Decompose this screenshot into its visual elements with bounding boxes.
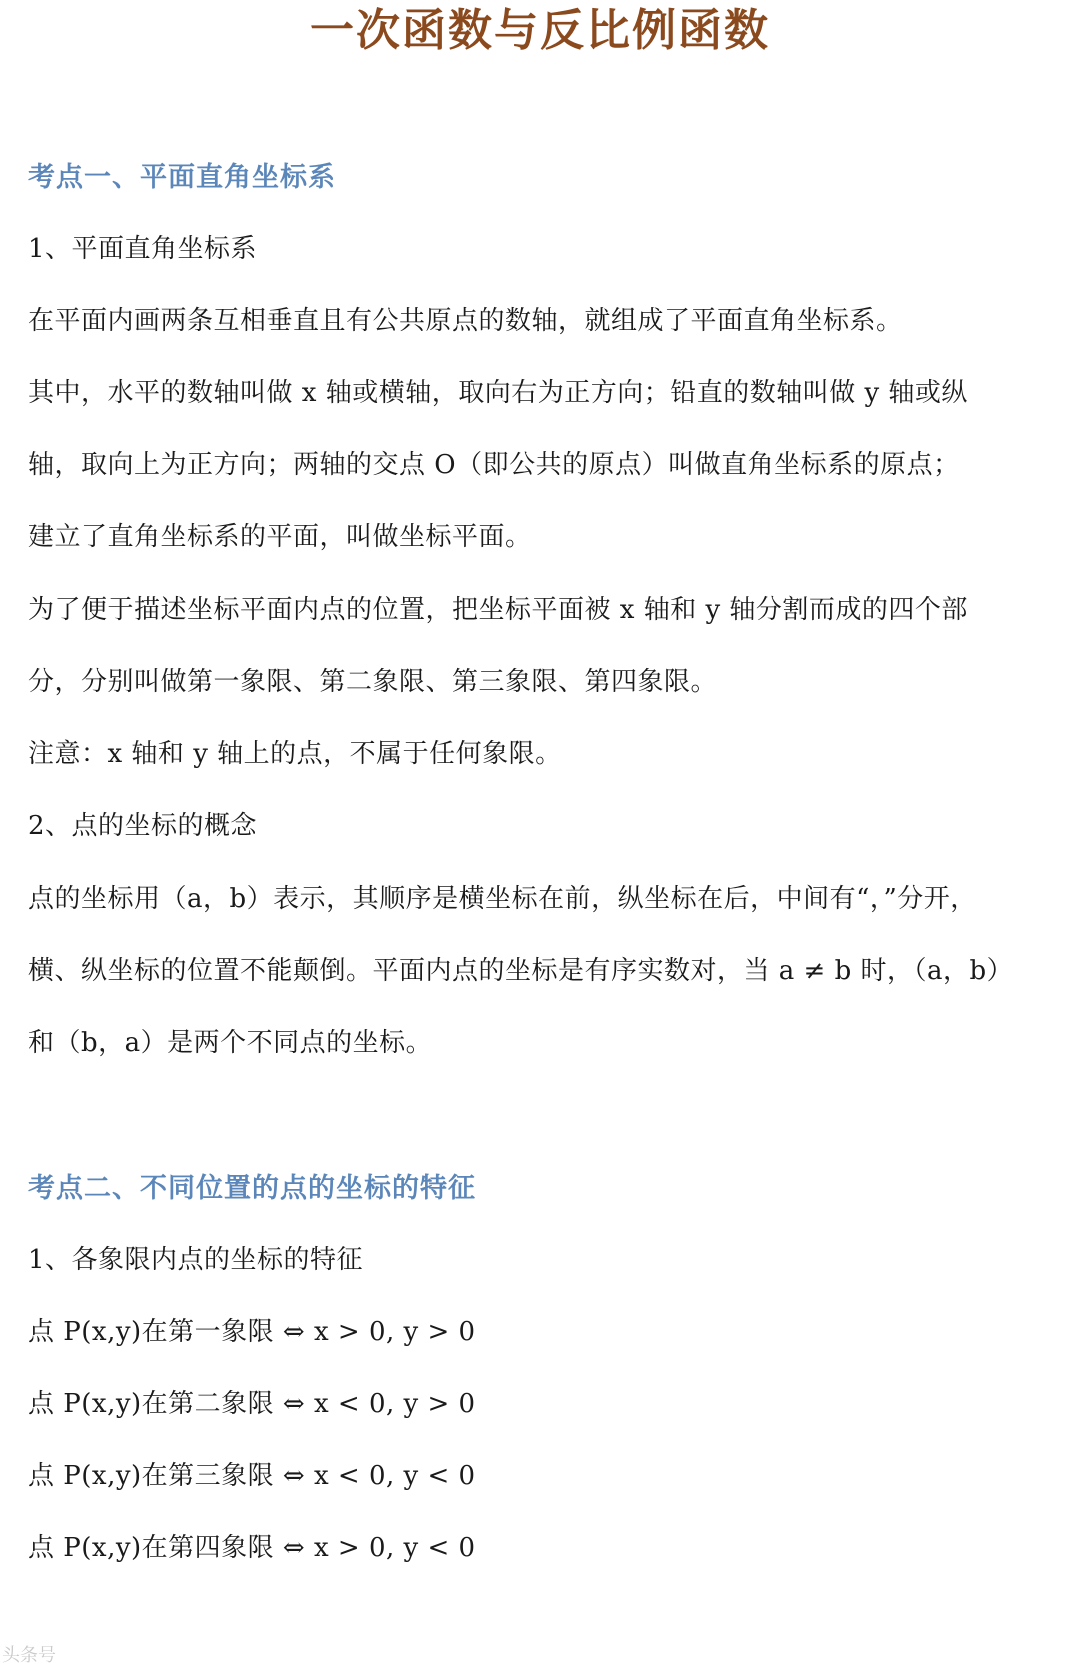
paragraph-line: 其中，水平的数轴叫做 x 轴或横轴，取向右为正方向；铅直的数轴叫做 y 轴或纵 <box>28 378 968 408</box>
section-heading-2: 考点二、不同位置的点的坐标的特征 <box>28 1173 476 1204</box>
paragraph-line: 横、纵坐标的位置不能颠倒。平面内点的坐标是有序实数对，当 a ≠ b 时，（a，b） <box>28 956 1014 986</box>
quadrant-rule-2: 点 P(x,y)在第二象限 ⇔ x < 0, y > 0 <box>28 1389 476 1419</box>
section-heading-1: 考点一、平面直角坐标系 <box>28 162 336 193</box>
paragraph-line: 和（b，a）是两个不同点的坐标。 <box>28 1028 433 1058</box>
watermark: 头条号 <box>2 1645 56 1666</box>
quadrant-rule-4: 点 P(x,y)在第四象限 ⇔ x > 0, y < 0 <box>28 1533 476 1563</box>
note-line: 注意：x 轴和 y 轴上的点，不属于任何象限。 <box>28 739 562 769</box>
paragraph-line: 在平面内画两条互相垂直且有公共原点的数轴，就组成了平面直角坐标系。 <box>28 306 903 336</box>
paragraph-line: 点的坐标用（a，b）表示，其顺序是横坐标在前，纵坐标在后，中间有“，”分开， <box>28 884 977 914</box>
paragraph-line: 建立了直角坐标系的平面，叫做坐标平面。 <box>28 522 532 552</box>
paragraph-line: 为了便于描述坐标平面内点的位置，把坐标平面被 x 轴和 y 轴分割而成的四个部 <box>28 595 968 625</box>
subheading-quadrant-features: 1、各象限内点的坐标的特征 <box>28 1245 364 1275</box>
quadrant-rule-3: 点 P(x,y)在第三象限 ⇔ x < 0, y < 0 <box>28 1461 476 1491</box>
subheading-point-coordinates: 2、点的坐标的概念 <box>28 811 258 841</box>
paragraph-line: 轴，取向上为正方向；两轴的交点 O（即公共的原点）叫做直角坐标系的原点； <box>28 450 960 480</box>
quadrant-rule-1: 点 P(x,y)在第一象限 ⇔ x > 0, y > 0 <box>28 1317 476 1347</box>
paragraph-line: 分，分别叫做第一象限、第二象限、第三象限、第四象限。 <box>28 667 718 697</box>
subheading-coordinate-system: 1、平面直角坐标系 <box>28 234 258 264</box>
document-title: 一次函数与反比例函数 <box>310 5 770 56</box>
